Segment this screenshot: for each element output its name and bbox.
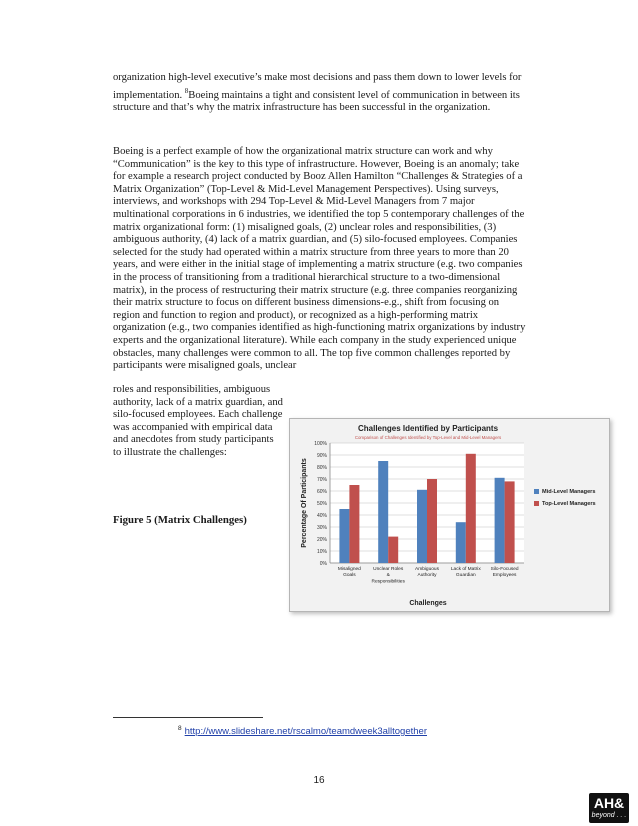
x-category-label: Misaligned — [337, 567, 361, 572]
x-category-label: Authority — [417, 573, 437, 579]
footnote — [178, 725, 427, 737]
x-category-label: Employees — [492, 573, 517, 579]
bar-top-level — [466, 454, 476, 563]
bar-top-level — [388, 537, 398, 563]
y-tick-label: 40% — [316, 512, 327, 519]
x-category-label: Unclear Roles — [373, 567, 404, 572]
footnote-reference: 8 — [184, 86, 189, 95]
y-tick-label: 0% — [319, 560, 327, 567]
paragraph-boeing: Boeing is a perfect example of how the organizational matrix structure can work and why “Communication” is the key to this type of infrastructure. However, Boeing is an anomaly; take for example a research project conducted by Booz Allen Hamilton “Challenges & Strategies of a Matrix Organization” (Top-Level & Mid-Level Management Perspectives). Using surveys, interviews, and workshops with 294 Top-Level & Mid-Level Managers from 7 major multinational corporations in 6 industries, we identified the top 5 contemporary challenges of the matrix organizational form: (1) misaligned goals, (2) unclear roles and responsibilities, (3) ambiguous authority, (4) lack of a matrix guardian, and (5) silo-focused employees. Companies selected for the study had operated within a matrix structure from three years to more than 20 years, and were either in the initial stage of implementing a matrix structure (e.g. two companies in the process of transitioning from a traditional hierarchical structure to a two-dimensional matrix), in the process of restructuring their matrix structure (e.g. three companies reorganizing their matrix structure to focus on different business dimensions-e.g., shift from focusing on region and function to region and product), or recognized as a high-performing matrix organization (e.g., two companies identified as high-functioning matrix organizations by industry experts and the organizational literature). While each company in the study experienced unique obstacles, many challenges were common to all. The top five common challenges reported by participants were misaligned goals, unclear — [113, 146, 526, 372]
bar-top-level — [427, 479, 437, 563]
matrix-challenges-chart — [289, 418, 610, 612]
y-tick-label: 30% — [316, 524, 327, 531]
paragraph-intro-text: organization high-level executive’s make most decisions and pass them down to lower levels for implementation. — [113, 72, 522, 101]
footnote-number: 8 — [178, 725, 182, 732]
footnote-divider — [113, 717, 263, 718]
bar-top-level — [505, 481, 515, 563]
x-category-label: Silo-Focused — [490, 567, 519, 572]
legend-swatch — [534, 489, 539, 494]
y-tick-label: 80% — [316, 464, 327, 471]
bar-mid-level — [378, 461, 388, 563]
y-tick-label: 70% — [316, 476, 327, 483]
logo-main-text: AH& — [593, 795, 625, 811]
x-category-label: Lack of Matrix — [450, 567, 481, 572]
bar-mid-level — [339, 509, 349, 563]
figure-caption: Figure 5 (Matrix Challenges) — [113, 514, 247, 526]
logo-sub-text: beyond . . . — [591, 812, 627, 819]
bar-mid-level — [417, 490, 427, 563]
y-tick-label: 20% — [316, 536, 327, 543]
x-category-label: & — [386, 573, 390, 579]
y-tick-label: 60% — [316, 488, 327, 495]
footnote-link[interactable]: http://www.slideshare.net/rscalmo/teamdweek3alltogether — [184, 726, 427, 737]
chart-title: Challenges Identified by Participants — [357, 424, 499, 433]
y-tick-label: 100% — [314, 440, 327, 447]
paragraph-intro — [113, 72, 528, 115]
legend-swatch — [534, 501, 539, 506]
paragraph-intro-text-cont: Boeing maintains a tight and consistent level of communication in between its structure and that’s why the matrix infrastructure has been successful in the organization. — [113, 89, 520, 114]
x-category-label: Responsibilities — [371, 579, 405, 585]
y-tick-label: 50% — [316, 500, 327, 507]
x-category-label: Ambiguous — [415, 567, 439, 572]
chart-subtitle: Comparison of Challenges Identified by Top-Level and Mid-Level Managers — [354, 435, 502, 440]
legend-label: Mid-Level Managers — [542, 489, 596, 495]
x-axis-title: Challenges — [409, 600, 447, 607]
page-number: 16 — [313, 775, 325, 786]
legend-label: Top-Level Managers — [542, 501, 596, 507]
x-category-label: Goals — [343, 573, 356, 579]
x-category-label: Guardian — [455, 573, 476, 579]
y-tick-label: 90% — [316, 452, 327, 459]
bar-mid-level — [495, 478, 505, 563]
ah-logo — [589, 793, 629, 823]
chart-canvas — [290, 419, 611, 613]
y-tick-label: 10% — [316, 548, 327, 555]
bar-mid-level — [456, 522, 466, 563]
y-axis-title: Percentage Of Participants — [301, 458, 308, 548]
bar-top-level — [349, 485, 359, 563]
paragraph-boeing-tail: roles and responsibilities, ambiguous authority, lack of a matrix guardian, and silo-focused employees. Each challenge was accompanied with empirical data and anecdotes from study participants to illustrate the challenges: — [113, 384, 283, 458]
